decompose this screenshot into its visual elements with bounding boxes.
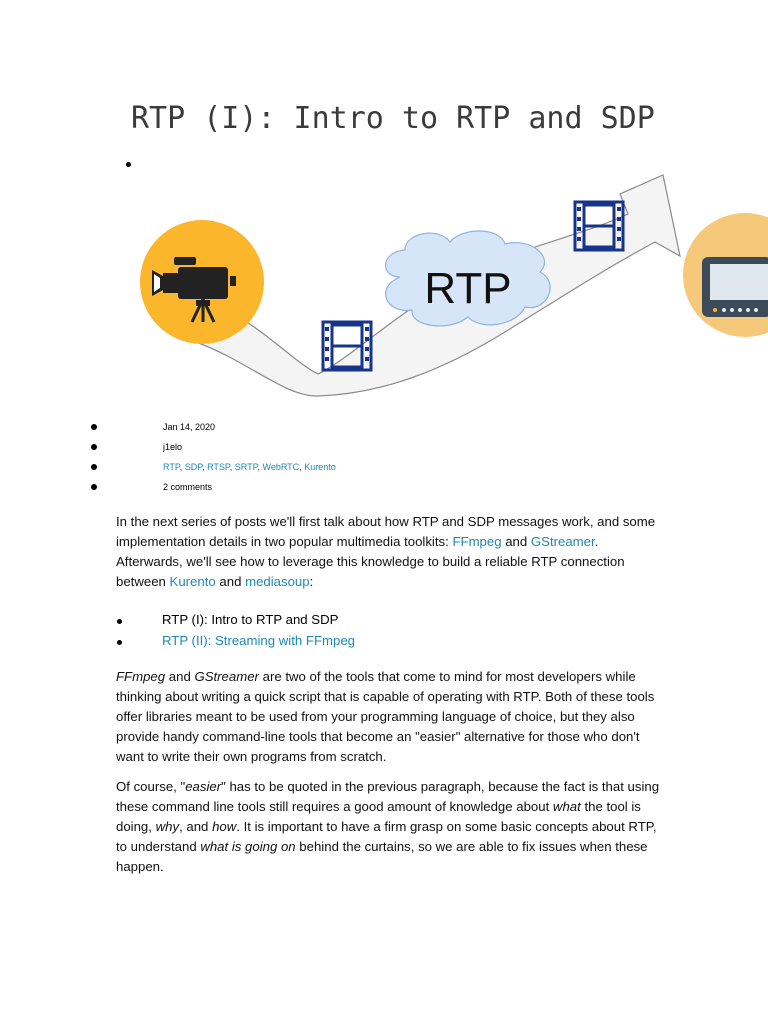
list-bullet: [91, 424, 97, 430]
series-current: RTP (I): Intro to RTP and SDP: [162, 612, 339, 627]
tag-link[interactable]: RTP: [163, 462, 180, 472]
series-item: [116, 611, 355, 632]
cloud-label: RTP: [424, 264, 512, 313]
ffmpeg-link[interactable]: FFmpeg: [452, 534, 502, 549]
comments-count[interactable]: 2 comments: [163, 482, 213, 492]
title-bullet: [126, 162, 131, 167]
monitor-icon: [702, 257, 768, 317]
list-bullet: [117, 640, 122, 645]
series-item: [116, 632, 355, 653]
meta-comments: [90, 480, 336, 500]
body-paragraph-3: Of course, "easier" has to be quoted in the previous paragraph, because the fact is that using these command line tools still requires a good amount of knowledge about what the tool is doing, why, and how. It is important to have a firm grasp on some basic concepts about RTP, to understand what is going on behind the curtains, so we are able to fix issues when these happen.: [116, 779, 660, 874]
page-title: RTP (I): Intro to RTP and SDP: [131, 101, 655, 136]
series-next-link[interactable]: RTP (II): Streaming with FFmpeg: [162, 633, 355, 648]
tag-link[interactable]: WebRTC: [262, 462, 300, 472]
tag-link[interactable]: SRTP: [234, 462, 258, 472]
meta-author: [90, 440, 336, 460]
intro-paragraph: In the next series of posts we'll first talk about how RTP and SDP messages work, and some implementation details in two popular multimedia toolkits: FFmpeg and GStreamer. Afterwards, we'll see how to leverage this knowledge to build a reliable RTP connection between Kurento and mediasoup:: [116, 514, 656, 589]
post-meta: [90, 420, 336, 500]
meta-tags: RTP, SDP, RTSP, SRTP, WebRTC, Kurento: [90, 460, 336, 480]
meta-date: [90, 420, 336, 440]
kurento-link[interactable]: Kurento: [169, 574, 216, 589]
tag-link[interactable]: SDP: [184, 462, 203, 472]
mediasoup-link[interactable]: mediasoup: [245, 574, 310, 589]
list-bullet: [91, 464, 97, 470]
series-list: [116, 611, 355, 653]
post-date: Jan 14, 2020: [163, 422, 216, 432]
list-bullet: [91, 444, 97, 450]
tag-link[interactable]: RTSP: [207, 462, 230, 472]
tag-link[interactable]: Kurento: [304, 462, 336, 472]
list-bullet: [117, 619, 122, 624]
hero-image: [0, 172, 768, 407]
body-paragraph-2: FFmpeg and GStreamer are two of the tools that come to mind for most developers while thinking about writing a quick script that is capable of operating with RTP. Both of these tools offer libraries meant to be used from your programming language of choice, but they also provide handy command-line tools that become an "easier" alternative for those who don't want to write their own programs from scratch.: [116, 669, 655, 764]
gstreamer-link[interactable]: GStreamer: [530, 534, 595, 549]
post-author[interactable]: j1elo: [163, 442, 183, 452]
list-bullet: [91, 484, 97, 490]
